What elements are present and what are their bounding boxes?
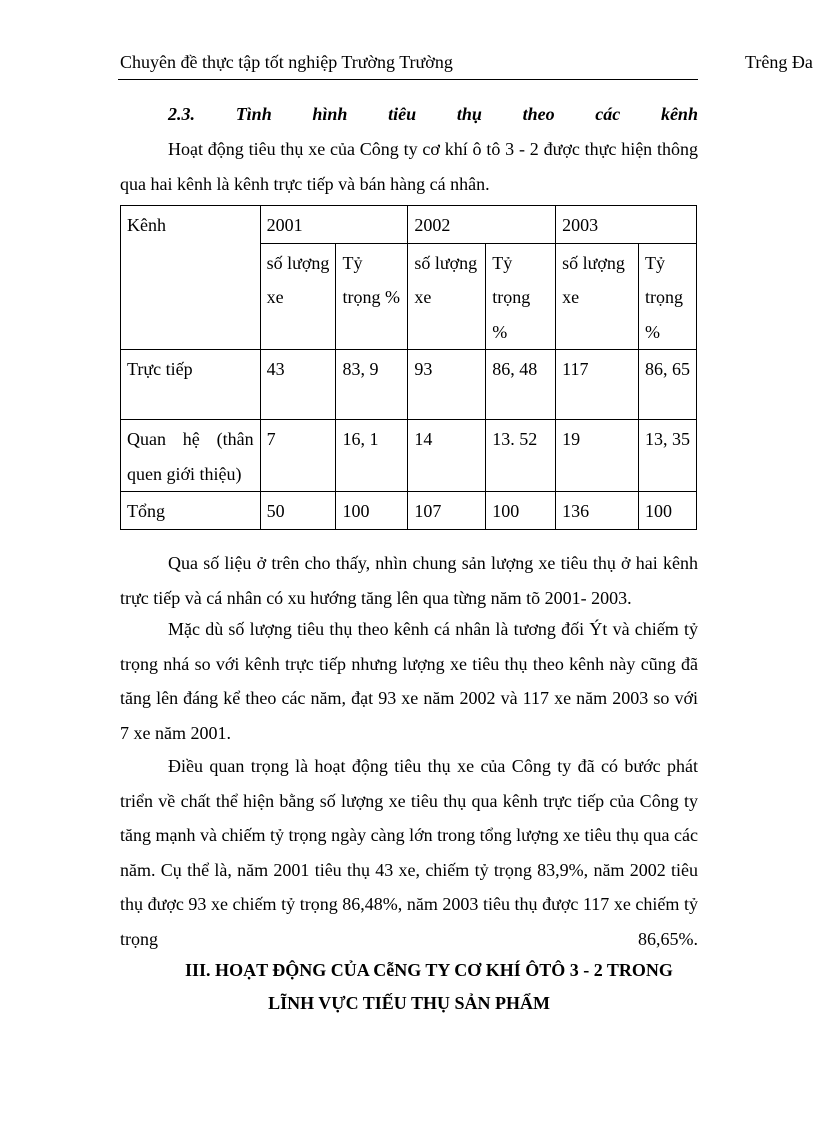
section-word: các xyxy=(595,104,621,124)
section-number: 2.3. xyxy=(168,104,195,124)
table-cell: 117 xyxy=(556,350,639,420)
table-cell: 100 xyxy=(486,492,556,530)
header-year: 2002 xyxy=(408,206,556,244)
body-paragraph: Điều quan trọng là hoạt động tiêu thụ xe của Công ty đã có bước phát triển về chất thể hiện bằng số lượng xe tiêu thụ qua kênh trực tiếp của Công ty tăng mạnh và chiếm tỷ trọng ngày càng lớn trong tổng lượng xe tiêu thụ qua các năm. Cụ thể là, năm 2001 tiêu thụ 43 xe, chiếm tỷ trọng 83,9%, năm 2002 tiêu thụ được 93 xe chiếm tỷ trọng 86,48%, năm 2003 tiêu thụ được 117 xe chiếm tỷ trọng 86,65%. xyxy=(120,756,698,949)
table-cell: 100 xyxy=(639,492,697,530)
header-year: 2003 xyxy=(556,206,697,244)
row-label: Trực tiếp xyxy=(121,350,261,420)
subheader-share: Tỷ trọng % xyxy=(486,243,556,350)
page-header-right: Trêng Đa xyxy=(745,52,813,72)
section-word: tiêu xyxy=(388,104,417,124)
table-cell: 86, 65 xyxy=(639,350,697,420)
table-cell: 14 xyxy=(408,420,486,492)
section-word: theo xyxy=(522,104,555,124)
part-heading-line2: LĨNH VỰC TIẾU THỤ SẢN PHẨM xyxy=(268,993,550,1013)
body-paragraph: Mặc dù số lượng tiêu thụ theo kênh cá nhân là tương đối Ýt và chiếm tỷ trọng nhá so với kênh trực tiếp nhưng lượng xe tiêu thụ theo kênh này cũng đã tăng lên đáng kể theo các năm, đạt 93 xe năm 2002 và 117 xe năm 2003 so với 7 xe năm 2001. xyxy=(120,619,698,743)
header-rule xyxy=(118,79,698,80)
section-word: thụ xyxy=(456,104,482,124)
body-paragraph: Qua số liệu ở trên cho thấy, nhìn chung sản lượng xe tiêu thụ ở hai kênh trực tiếp và cá nhân có xu hướng tăng lên qua từng năm tõ 2001- 2003. xyxy=(120,553,698,608)
header-channel: Kênh xyxy=(121,206,261,350)
part-heading-line1: III. HOẠT ĐỘNG CỦA CễNG TY CƠ KHÍ ÔTÔ 3 - 2 TRONG xyxy=(185,960,673,980)
subheader-share: Tỷ trọng % xyxy=(639,243,697,350)
table-cell: 107 xyxy=(408,492,486,530)
section-heading xyxy=(168,104,698,125)
table-header-row xyxy=(121,206,697,244)
table-cell: 100 xyxy=(336,492,408,530)
table-cell: 13, 35 xyxy=(639,420,697,492)
header-year: 2001 xyxy=(260,206,408,244)
table-cell: 136 xyxy=(556,492,639,530)
table-row xyxy=(121,492,697,530)
row-label: Quan hệ (thân quen giới thiệu) xyxy=(121,420,261,492)
section-word: kênh xyxy=(660,104,698,124)
table-cell: 19 xyxy=(556,420,639,492)
table-cell: 93 xyxy=(408,350,486,420)
subheader-share: Tỷ trọng % xyxy=(336,243,408,350)
table-cell: 50 xyxy=(260,492,336,530)
subheader-quantity: số lượng xe xyxy=(556,243,639,350)
page-header-left: Chuyên đề thực tập tốt nghiệp Trường Trường xyxy=(120,52,453,72)
row-label: Tổng xyxy=(121,492,261,530)
subheader-quantity: số lượng xe xyxy=(260,243,336,350)
table-cell: 83, 9 xyxy=(336,350,408,420)
section-word: Tình xyxy=(235,104,272,124)
table-cell: 43 xyxy=(260,350,336,420)
table-row xyxy=(121,350,697,420)
table-cell: 7 xyxy=(260,420,336,492)
subheader-quantity: số lượng xe xyxy=(408,243,486,350)
table-cell: 13. 52 xyxy=(486,420,556,492)
intro-paragraph: Hoạt động tiêu thụ xe của Công ty cơ khí ô tô 3 - 2 được thực hiện thông qua hai kênh là kênh trực tiếp và bán hàng cá nhân. xyxy=(120,139,698,194)
table-cell: 86, 48 xyxy=(486,350,556,420)
table-cell: 16, 1 xyxy=(336,420,408,492)
section-word: hình xyxy=(312,104,348,124)
table-row xyxy=(121,420,697,492)
sales-channel-table xyxy=(120,205,697,530)
